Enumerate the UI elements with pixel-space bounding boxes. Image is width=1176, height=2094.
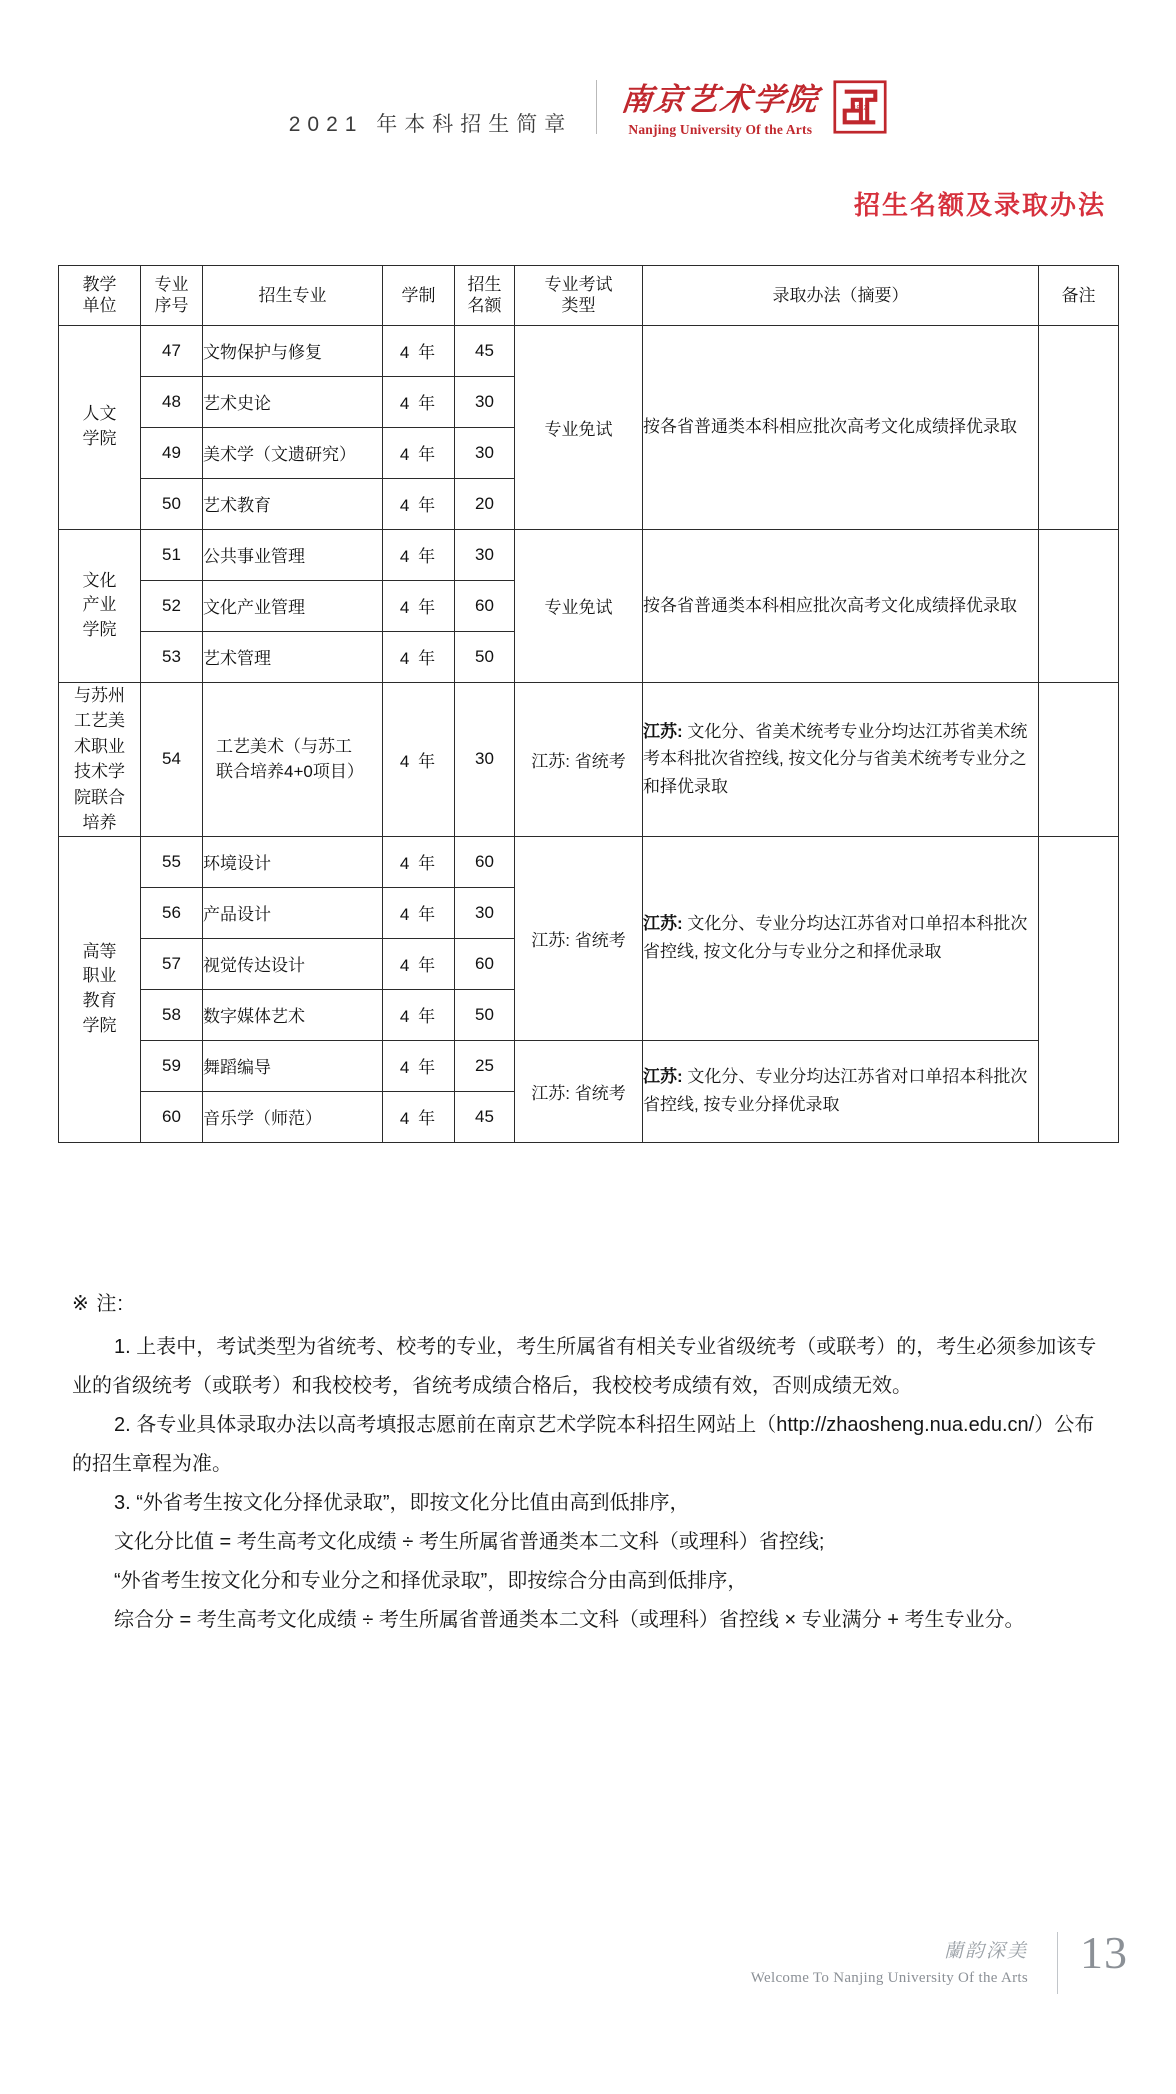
cell-method: 按各省普通类本科相应批次高考文化成绩择优录取 [643, 325, 1039, 529]
col-header-quota-line1: 招生 [467, 275, 502, 294]
cell-years: 4 年 [383, 580, 455, 631]
table-row [59, 325, 1119, 376]
cell-major: 音乐学（师范） [203, 1091, 383, 1142]
unit-line: 工艺美 [74, 711, 125, 730]
cell-no: 57 [141, 938, 203, 989]
col-header-method: 录取办法（摘要） [643, 266, 1039, 326]
footer-welcome-text: Welcome To Nanjing University Of the Arts [750, 1970, 1028, 1986]
col-header-unit-line2: 单位 [82, 296, 117, 316]
cell-no: 60 [141, 1091, 203, 1142]
cell-major: 文物保护与修复 [203, 325, 383, 376]
cell-major: 美术学（文遗研究） [203, 427, 383, 478]
note-item-2: 2. 各专业具体录取办法以高考填报志愿前在南京艺术学院本科招生网站上（http://zhaosheng.nua.edu.cn/）公布的招生章程为准。 [72, 1414, 1095, 1475]
cell-years: 4 年 [383, 989, 455, 1040]
unit-line: 产业 [82, 595, 117, 615]
cell-quota: 30 [455, 682, 515, 836]
cell-no: 50 [141, 478, 203, 529]
cell-unit-wenhua [59, 529, 141, 682]
cell-no: 48 [141, 376, 203, 427]
cell-years: 4 年 [383, 887, 455, 938]
unit-line: 人文 [82, 404, 117, 424]
cell-method [643, 1040, 1039, 1142]
cell-quota: 25 [455, 1040, 515, 1091]
table-row [59, 1040, 1119, 1091]
note-item-3-formula: 文化分比值 = 考生高考文化成绩 ÷ 考生所属省普通类本二文科（或理科）省控线; [114, 1531, 825, 1553]
cell-years: 4 年 [383, 529, 455, 580]
col-header-unit [59, 266, 141, 326]
cell-major: 产品设计 [203, 887, 383, 938]
cell-quota: 50 [455, 989, 515, 1040]
cell-quota: 30 [455, 427, 515, 478]
cell-major: 数字媒体艺术 [203, 989, 383, 1040]
footer-seal-text: 蘭韵深美 [943, 1940, 1028, 1962]
cell-quota: 60 [455, 836, 515, 887]
unit-line: 高等 [82, 941, 117, 961]
cell-years: 4 年 [383, 376, 455, 427]
col-header-no-line1: 专业 [154, 275, 189, 294]
method-text: 文化分、专业分均达江苏省对口单招本科批次省控线, 按文化分与专业分之和择优录取 [643, 914, 1028, 961]
cell-major [203, 682, 383, 836]
cell-examtype: 江苏: 省统考 [515, 1040, 643, 1142]
note-item-3-alt: “外省考生按文化分和专业分之和择优录取”，即按综合分由高到低排序， [114, 1570, 748, 1592]
page-footer [0, 1927, 1176, 2036]
col-header-major: 招生专业 [203, 266, 383, 326]
table-row [59, 529, 1119, 580]
table-header [59, 266, 1119, 326]
unit-line: 职业 [82, 966, 117, 986]
note-item-3-alt-formula: 综合分 = 考生高考文化成绩 ÷ 考生所属省普通类本二文科（或理科）省控线 × 专业满分 + 考生专业分。 [114, 1609, 1025, 1631]
cell-no: 58 [141, 989, 203, 1040]
cell-years: 4 年 [383, 836, 455, 887]
cell-no: 49 [141, 427, 203, 478]
major-line: 联合培养4+0项目） [216, 762, 364, 781]
running-title: 2021 年本科招生简章 [288, 112, 573, 136]
cell-major: 文化产业管理 [203, 580, 383, 631]
cell-method: 按各省普通类本科相应批次高考文化成绩择优录取 [643, 529, 1039, 682]
cell-years: 4 年 [383, 478, 455, 529]
cell-years: 4 年 [383, 631, 455, 682]
cell-quota: 20 [455, 478, 515, 529]
cell-remark [1039, 836, 1119, 1142]
cell-examtype: 专业免试 [515, 529, 643, 682]
col-header-remark: 备注 [1039, 266, 1119, 326]
admission-table-wrap [58, 265, 1118, 1143]
table-header-row [59, 266, 1119, 326]
header-inner [289, 80, 888, 136]
admission-table [58, 265, 1119, 1143]
cell-method [643, 836, 1039, 1040]
unit-line: 学院 [82, 1015, 117, 1035]
major-line: 工艺美术（与苏工 [216, 736, 352, 756]
unit-line: 技术学 [74, 762, 125, 781]
cell-remark [1039, 682, 1119, 836]
method-province-label: 江苏: [643, 721, 683, 741]
brand-text [619, 81, 822, 137]
cell-years: 4 年 [383, 427, 455, 478]
cell-quota: 60 [455, 938, 515, 989]
method-province-label: 江苏: [643, 1067, 683, 1087]
cell-years: 4 年 [383, 1040, 455, 1091]
table-row [59, 682, 1119, 836]
cell-major: 艺术管理 [203, 631, 383, 682]
cell-no: 51 [141, 529, 203, 580]
cell-major: 环境设计 [203, 836, 383, 887]
table-row [59, 836, 1119, 887]
university-seal-icon [833, 80, 887, 134]
notes-section [72, 1285, 1112, 1640]
page-header [0, 58, 1176, 136]
cell-major: 艺术教育 [203, 478, 383, 529]
unit-line: 院联合 [74, 787, 125, 807]
cell-quota: 30 [455, 887, 515, 938]
page-number: 13 [1080, 1927, 1128, 1978]
cell-unit-gaozhi [59, 836, 141, 1142]
cell-method [643, 682, 1039, 836]
method-text: 文化分、省美术统考专业分均达江苏省美术统考本科批次省控线, 按文化分与省美术统考专业分之和择优录取 [643, 721, 1028, 796]
cell-quota: 50 [455, 631, 515, 682]
brand-name-en: Nanjing University Of the Arts [628, 121, 813, 137]
col-header-examtype [515, 266, 643, 326]
table-body [59, 325, 1119, 1142]
col-header-no [141, 266, 203, 326]
note-item-1: 1. 上表中，考试类型为省统考、校考的专业，考生所属省有相关专业省级统考（或联考）的，考生必须参加该专业的省级统考（或联考）和我校校考，省统考成绩合格后，我校校考成绩有效，否则成绩无效。 [72, 1336, 1097, 1397]
cell-unit-renwen [59, 325, 141, 529]
unit-line: 培养 [82, 813, 117, 832]
col-header-examtype-line2: 类型 [561, 296, 596, 316]
cell-examtype: 江苏: 省统考 [515, 836, 643, 1040]
cell-no: 56 [141, 887, 203, 938]
col-header-quota [455, 266, 515, 326]
unit-line: 学院 [82, 429, 117, 448]
unit-line: 教育 [82, 991, 117, 1010]
cell-remark [1039, 529, 1119, 682]
cell-major: 舞蹈编导 [203, 1040, 383, 1091]
cell-no: 59 [141, 1040, 203, 1091]
cell-quota: 30 [455, 376, 515, 427]
cell-quota: 45 [455, 1091, 515, 1142]
cell-no: 55 [141, 836, 203, 887]
col-header-no-line2: 序号 [154, 296, 189, 316]
seal-year-text: 1912 [853, 104, 868, 112]
cell-remark [1039, 325, 1119, 529]
col-header-unit-line1: 教学 [82, 275, 117, 294]
unit-line: 术职业 [74, 736, 125, 756]
brand-block [597, 80, 887, 136]
cell-years: 4 年 [383, 682, 455, 836]
cell-years: 4 年 [383, 938, 455, 989]
cell-years: 4 年 [383, 325, 455, 376]
method-text: 文化分、专业分均达江苏省对口单招本科批次省控线, 按专业分择优录取 [643, 1067, 1028, 1114]
cell-quota: 60 [455, 580, 515, 631]
cell-examtype: 专业免试 [515, 325, 643, 529]
section-title: 招生名额及录取办法 [853, 190, 1106, 220]
col-header-years: 学制 [383, 266, 455, 326]
cell-unit-suzhou [59, 682, 141, 836]
cell-quota: 45 [455, 325, 515, 376]
cell-quota: 30 [455, 529, 515, 580]
cell-major: 视觉传达设计 [203, 938, 383, 989]
cell-no: 53 [141, 631, 203, 682]
col-header-examtype-line1: 专业考试 [544, 275, 613, 294]
note-item-3: 3. “外省考生按文化分择优录取”，即按文化分比值由高到低排序， [114, 1492, 690, 1514]
col-header-quota-line2: 名额 [467, 296, 502, 316]
brand-name-cn: 南京艺术学院 [619, 81, 822, 118]
footer-divider [1057, 1932, 1058, 1994]
unit-line: 与苏州 [74, 685, 125, 705]
cell-major: 公共事业管理 [203, 529, 383, 580]
cell-years: 4 年 [383, 1091, 455, 1142]
cell-no: 54 [141, 682, 203, 836]
unit-line: 文化 [82, 570, 117, 590]
unit-line: 学院 [82, 619, 117, 639]
method-province-label: 江苏: [643, 914, 683, 934]
cell-no: 47 [141, 325, 203, 376]
cell-no: 52 [141, 580, 203, 631]
cell-examtype: 江苏: 省统考 [515, 682, 643, 836]
notes-heading: ※ 注: [72, 1293, 124, 1315]
cell-major: 艺术史论 [203, 376, 383, 427]
